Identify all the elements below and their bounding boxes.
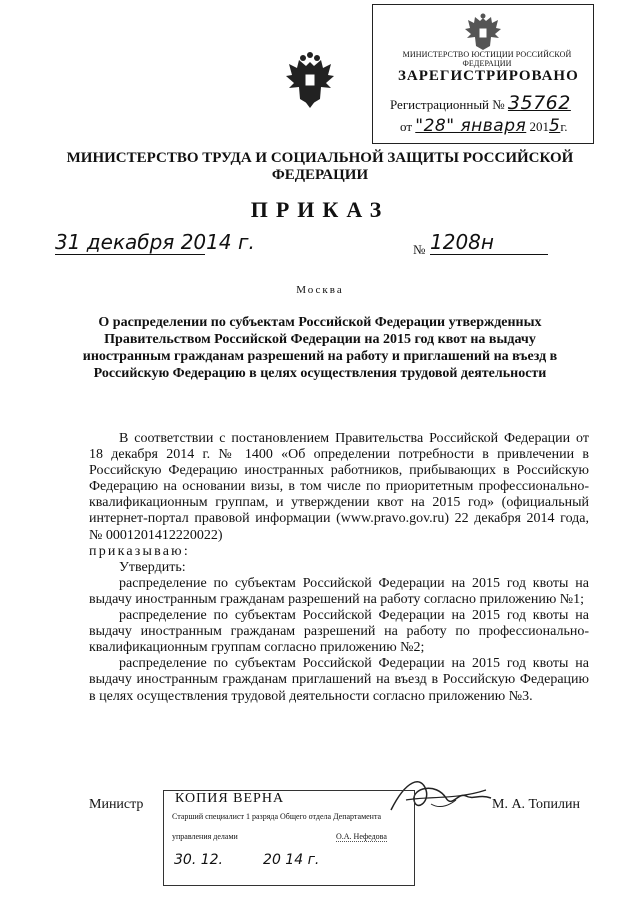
eagle-emblem-icon	[462, 12, 504, 52]
document-title: ПРИКАЗ	[250, 197, 390, 222]
copy-stamp-year: 20 14 г.	[263, 852, 320, 868]
item-2: распределение по субъектам Российской Федерации на 2015 год квоты на выдачу иностранным гражданам разрешений на работу по профессионально-квалификационным группам согласно приложению №2;	[89, 608, 589, 656]
copy-stamp-name: О.А. Нефедова	[336, 832, 387, 841]
decree: приказываю:	[89, 543, 190, 559]
copy-stamp-title: КОПИЯ ВЕРНА	[175, 791, 285, 806]
reg-stamp-ministry: МИНИСТЕРСТВО ЮСТИЦИИ РОССИЙСКОЙ ФЕДЕРАЦИИ	[402, 50, 572, 68]
reg-year-hand: 5	[549, 116, 561, 136]
reg-stamp-number-row	[390, 92, 571, 114]
copy-stamp-department: управления делами	[172, 832, 238, 841]
reg-number-label: Регистрационный №	[390, 97, 505, 112]
document-body	[89, 431, 589, 705]
item-3: распределение по субъектам Российской Федерации на 2015 год квоты на выдачу иностранным гражданам приглашений на въезд в Российскую Федерацию в целях осуществления трудовой деятельности согласно приложению №3.	[89, 656, 589, 704]
document-date: 31 декабря 2014 г.	[55, 230, 255, 254]
reg-year-suffix: г.	[560, 119, 568, 134]
reg-date-prefix: от	[400, 119, 413, 134]
reg-number-value: 35762	[507, 92, 571, 114]
number-sign: №	[413, 242, 426, 257]
reg-date-value: "28" января	[415, 116, 527, 136]
minister-name: М. А. Топилин	[492, 797, 581, 812]
preamble: В соответствии с постановлением Правительства Российской Федерации от 18 декабря 2014 г. № 1400 «Об определении потребности в привлечении в Российскую Федерацию иностранных работников, прибывающих в Российскую Федерацию на основании визы, в том числе по приоритетным профессионально-квалификационным группам, и утверждении квот на 2015 год» (официальный интернет-портал правовой информации (www.pravo.gov.ru) 22 декабря 2014 года, № 0001201412220022)	[89, 431, 589, 543]
ministry-name: МИНИСТЕРСТВО ТРУДА И СОЦИАЛЬНОЙ ЗАЩИТЫ РОССИЙСКОЙ ФЕДЕРАЦИИ	[66, 150, 574, 183]
item-1: распределение по субъектам Российской Федерации на 2015 год квоты на выдачу иностранным гражданам разрешений на работу согласно приложению №1;	[89, 575, 589, 607]
reg-year-label: 201	[529, 119, 549, 134]
document-subject: О распределении по субъектам Российской Федерации утвержденных Правительством Российской Федерации на 2015 год квот на выдачу иностранным гражданам разрешений на работу и приглашений на въезд в Российскую Федерацию в целях осуществления трудовой деятельности	[82, 315, 558, 381]
coat-of-arms-icon	[286, 52, 334, 110]
minister-title: Министр	[89, 797, 144, 812]
reg-stamp-status: ЗАРЕГИСТРИРОВАНО	[398, 68, 579, 84]
document-number: 1208н	[430, 230, 548, 255]
copy-stamp-day: 30. 12.	[174, 852, 223, 868]
copy-stamp-position: Старший специалист 1 разряда Общего отдела Департамента	[172, 812, 382, 821]
city: Москва	[296, 284, 344, 296]
copy-stamp-date	[174, 852, 319, 868]
approve: Утвердить:	[119, 559, 186, 575]
reg-stamp-date-row	[400, 116, 567, 136]
